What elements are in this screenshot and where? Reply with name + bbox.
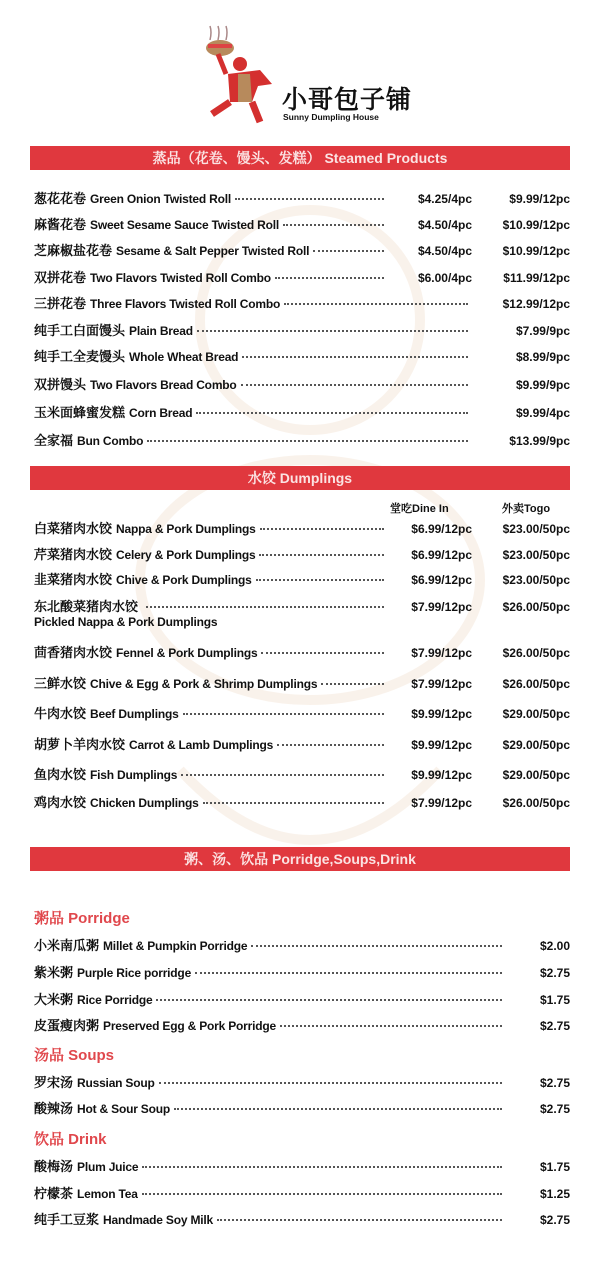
dot-leader [283,224,384,226]
item-price-large: $7.99/9pc [515,324,570,338]
item-price: $2.00 [539,939,570,953]
item-chinese-name: 麻酱花卷 [34,217,87,232]
item-english-name: Hot & Sour Soup [77,1102,171,1116]
item-english-name: Three Flavors Twisted Roll Combo [90,297,281,311]
section-banner-porridge-soups-drink: 粥、汤、饮品 Porridge,Soups,Drink [30,847,570,871]
menu-item-row [34,596,570,615]
item-price-large: $9.99/4pc [515,406,570,420]
item-price-large: $23.00/50pc [502,522,570,536]
item-english-name: Sweet Sesame Sauce Twisted Roll [90,218,280,232]
item-chinese-name: 芝麻椒盐花卷 [34,243,113,258]
menu-item-row [34,544,570,563]
menu-item-row [34,935,570,954]
category-label: 粥品 Porridge [34,910,130,927]
item-english-name: Fennel & Pork Dumplings [116,646,258,660]
dot-leader [275,277,384,279]
item-chinese-name: 东北酸菜猪肉水饺 [34,599,139,614]
item-english-name: Bun Combo [77,434,144,448]
item-chinese-name: 双拼花卷 [34,270,87,285]
item-english-name: Rice Porridge [77,993,153,1007]
menu-item-row [34,569,570,588]
menu-item-row [34,792,570,811]
item-price-small: $7.99/12pc [411,646,472,660]
item-price-large: $10.99/12pc [502,218,570,232]
menu-item-row [34,267,570,286]
item-english-name: Handmade Soy Milk [103,1213,213,1227]
menu-item-row [34,1015,570,1034]
item-english-name: Nappa & Pork Dumplings [116,522,256,536]
dot-leader [183,713,384,715]
item-english-name: Millet & Pumpkin Porridge [103,939,248,953]
item-price-large: $8.99/9pc [515,350,570,364]
item-chinese-name: 纯手工全麦馒头 [34,349,126,364]
dot-leader [156,999,502,1001]
item-english-name: Beef Dumplings [90,707,179,721]
item-chinese-name: 全家福 [34,433,74,448]
item-price: $2.75 [539,1102,570,1116]
dot-leader [313,250,384,252]
item-chinese-name: 牛肉水饺 [34,706,87,721]
menu-item-row [34,989,570,1008]
menu-item-row [34,734,570,753]
item-price-large: $12.99/12pc [502,297,570,311]
item-chinese-name: 鱼肉水饺 [34,767,87,782]
item-english-name: Two Flavors Twisted Roll Combo [90,271,271,285]
item-price-large: $26.00/50pc [502,796,570,810]
item-price: $1.25 [539,1187,570,1201]
menu-item-row [34,240,570,259]
item-english-name: Chicken Dumplings [90,796,199,810]
item-price-large: $23.00/50pc [502,573,570,587]
menu-item-row [34,1072,570,1091]
item-chinese-name: 皮蛋瘦肉粥 [34,1018,100,1033]
menu-item-row [34,764,570,783]
dot-leader [284,303,468,305]
item-english-name: Chive & Egg & Pork & Shrimp Dumplings [90,677,318,691]
item-price-small: $6.99/12pc [411,522,472,536]
item-price-small: $4.50/4pc [417,244,472,258]
menu-item-row [34,188,570,207]
dot-leader [197,330,468,332]
item-price: $2.75 [539,1213,570,1227]
dot-leader [196,412,468,414]
item-chinese-name: 鸡肉水饺 [34,795,87,810]
column-header-togo: 外卖Togo [502,503,551,515]
item-english-name: Plain Bread [129,324,193,338]
item-chinese-name: 茴香猪肉水饺 [34,645,113,660]
item-english-name: Plum Juice [77,1160,139,1174]
item-english-name: Corn Bread [129,406,193,420]
item-english-name: Pickled Nappa & Pork Dumplings [34,615,218,629]
dot-leader [174,1108,502,1110]
item-price-small: $6.99/12pc [411,548,472,562]
logo-chinese-name: 小哥包子铺 [282,86,413,114]
item-price-small: $6.00/4pc [417,271,472,285]
dot-leader [146,606,384,608]
dot-leader [241,384,468,386]
item-price-small: $7.99/12pc [411,677,472,691]
item-price-large: $29.00/50pc [502,707,570,721]
dot-leader [277,744,384,746]
item-price-large: $10.99/12pc [502,244,570,258]
menu-item-row [34,346,570,365]
dot-leader [195,972,502,974]
dot-leader [321,683,384,685]
item-price-large: $29.00/50pc [502,738,570,752]
item-chinese-name: 纯手工豆浆 [34,1212,100,1227]
item-price-large: $13.99/9pc [509,434,570,448]
item-english-name: Whole Wheat Bread [129,350,239,364]
item-english-name: Lemon Tea [77,1187,138,1201]
logo-english-name: Sunny Dumpling House [283,112,379,122]
item-price-large: $26.00/50pc [502,600,570,614]
menu-item-row [34,293,570,312]
column-header-dine-in: 堂吃Dine In [390,503,449,515]
item-price-large: $9.99/12pc [509,192,570,206]
category-label: 汤品 Soups [34,1047,115,1064]
item-english-name: Green Onion Twisted Roll [90,192,232,206]
dot-leader [260,528,384,530]
menu-item-row [34,1156,570,1175]
item-price-large: $26.00/50pc [502,677,570,691]
menu-item-row [34,518,570,537]
item-english-name: Purple Rice porridge [77,966,192,980]
dot-leader [147,440,468,442]
item-chinese-name: 酸梅汤 [34,1159,74,1174]
dot-leader [261,652,384,654]
item-english-name: Fish Dumplings [90,768,178,782]
dot-leader [142,1193,502,1195]
menu-item-row [34,1183,570,1202]
item-chinese-name: 胡萝卜羊肉水饺 [34,737,126,752]
dot-leader [242,356,468,358]
item-price: $2.75 [539,966,570,980]
item-english-name: Russian Soup [77,1076,155,1090]
item-english-name: Celery & Pork Dumplings [116,548,256,562]
item-price-large: $11.99/12pc [503,271,570,285]
dot-leader [280,1025,502,1027]
item-chinese-name: 双拼馒头 [34,377,87,392]
item-english-name: Sesame & Salt Pepper Twisted Roll [116,244,310,258]
menu-item-row [34,642,570,661]
menu-item-row [34,402,570,421]
item-price-small: $9.99/12pc [411,768,472,782]
item-chinese-name: 三鲜水饺 [34,676,87,691]
category-label: 饮品 Drink [34,1131,107,1148]
menu-item-row [34,703,570,722]
dot-leader [181,774,384,776]
menu-item-row [34,320,570,339]
menu-item-row [34,1098,570,1117]
dot-leader [217,1219,502,1221]
item-price-small: $4.50/4pc [417,218,472,232]
item-english-name: Two Flavors Bread Combo [90,378,237,392]
item-chinese-name: 三拼花卷 [34,296,87,311]
item-price: $2.75 [539,1076,570,1090]
item-chinese-name: 玉米面蜂蜜发糕 [34,405,126,420]
item-price-small: $4.25/4pc [417,192,472,206]
menu-item-row [34,430,570,449]
item-price: $2.75 [539,1019,570,1033]
dot-leader [142,1166,502,1168]
dot-leader [235,198,384,200]
item-english-name: Carrot & Lamb Dumplings [129,738,274,752]
item-english-name: Chive & Pork Dumplings [116,573,252,587]
item-price: $1.75 [539,1160,570,1174]
section-banner-steamed: 蒸品（花卷、馒头、发糕） Steamed Products [30,146,570,170]
item-chinese-name: 柠檬茶 [34,1186,74,1201]
menu-item-row [34,214,570,233]
item-price-small: $9.99/12pc [411,738,472,752]
dot-leader [256,579,384,581]
item-price-large: $9.99/9pc [515,378,570,392]
item-english-name: Preserved Egg & Pork Porridge [103,1019,276,1033]
menu-item-row [34,374,570,393]
item-chinese-name: 小米南瓜粥 [34,938,100,953]
item-chinese-name: 韭菜猪肉水饺 [34,572,113,587]
item-chinese-name: 纯手工白面馒头 [34,323,126,338]
item-price-small: $9.99/12pc [411,707,472,721]
menu-item-row [34,1209,570,1228]
item-price-large: $26.00/50pc [502,646,570,660]
menu-item-row [34,962,570,981]
dot-leader [203,802,384,804]
item-chinese-name: 葱花花卷 [34,191,87,206]
item-price: $1.75 [539,993,570,1007]
item-chinese-name: 罗宋汤 [34,1075,74,1090]
item-chinese-name: 大米粥 [34,992,74,1007]
item-chinese-name: 酸辣汤 [34,1101,74,1116]
section-banner-dumplings: 水饺 Dumplings [30,466,570,490]
menu-item-row [34,673,570,692]
item-chinese-name: 紫米粥 [34,965,74,980]
item-chinese-name: 白菜猪肉水饺 [34,521,113,536]
item-price-large: $29.00/50pc [502,768,570,782]
item-price-small: $7.99/12pc [411,600,472,614]
item-price-large: $23.00/50pc [502,548,570,562]
item-chinese-name: 芹菜猪肉水饺 [34,547,113,562]
item-price-small: $6.99/12pc [411,573,472,587]
dot-leader [259,554,384,556]
dot-leader [251,945,502,947]
dot-leader [159,1082,502,1084]
item-price-small: $7.99/12pc [411,796,472,810]
